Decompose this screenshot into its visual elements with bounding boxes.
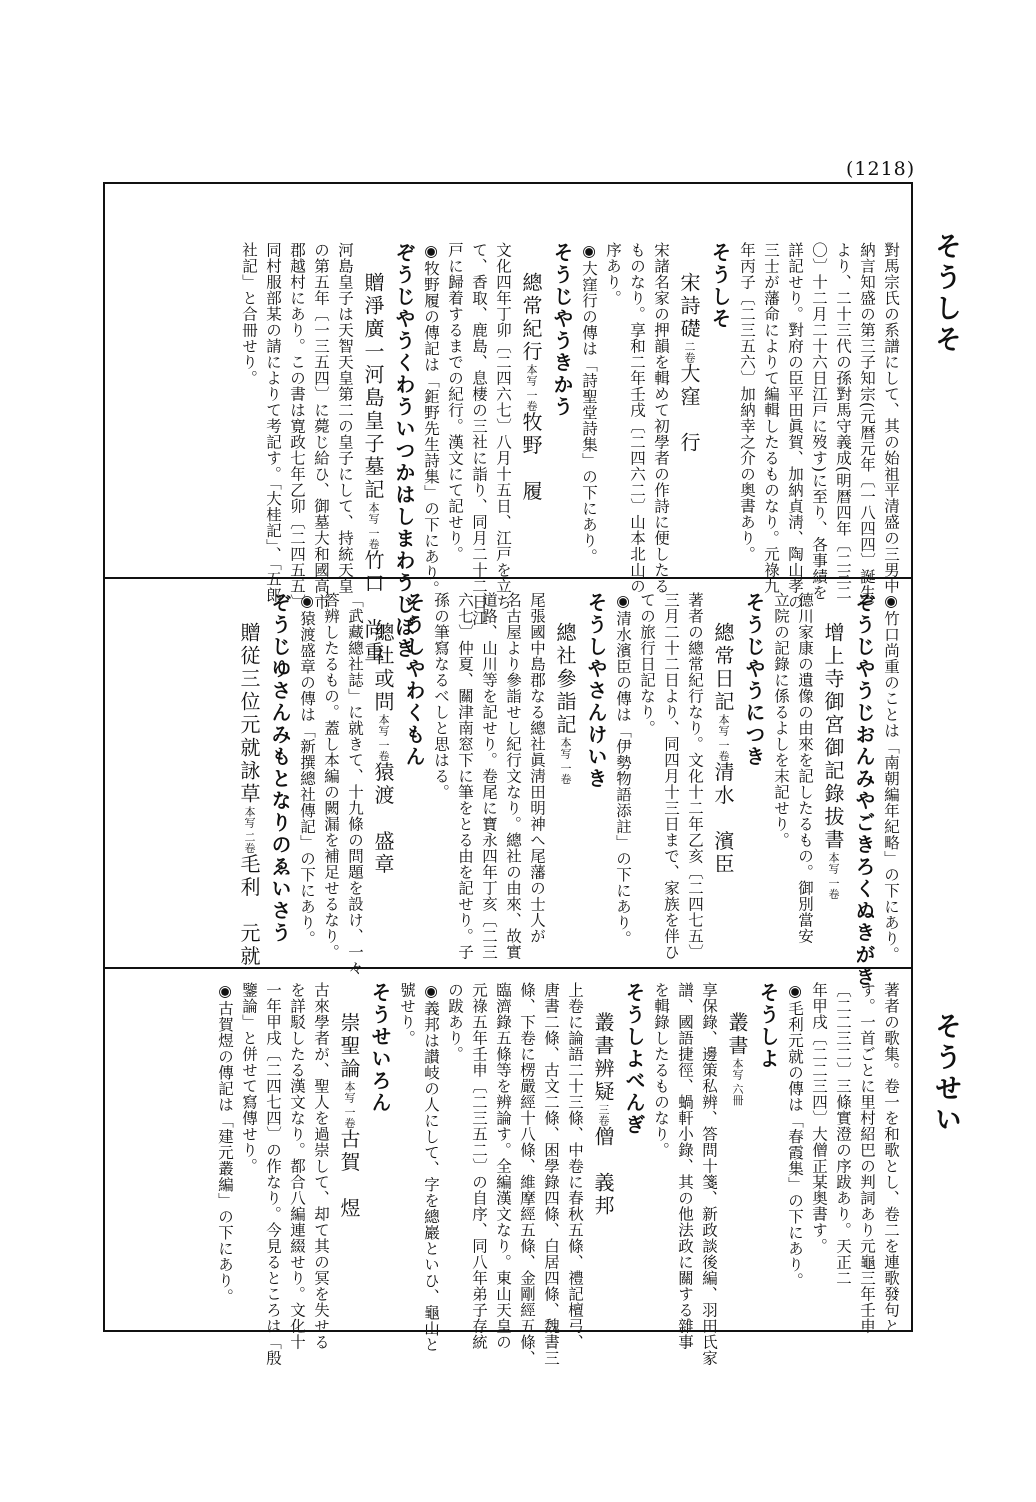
running-header-bottom: そうせい: [930, 1012, 961, 1136]
entry-title: 總社或問: [371, 622, 395, 714]
entry-title: 叢書: [725, 1012, 749, 1058]
entry-title: 增上寺御宮御記錄拔書: [821, 622, 845, 852]
body-text-line: 六七〕仲夏、關津南窓下に筆をとる由を記せり。子: [456, 592, 474, 960]
entry-author: 大窪 行: [677, 363, 701, 455]
entry-title: 總社參詣記: [553, 622, 577, 737]
body-text-line: 享保錄、邊策私辨、答問十箋、新政談後編、羽田氏家: [700, 982, 718, 1366]
entry-reading: ぞうじやうくわういつかはしまわうじぼき: [392, 242, 416, 660]
body-text-line: 〔二二三二〕三條實澄の序跋あり。天正二: [834, 982, 852, 1286]
body-text-line: 年甲戌〔二二三四〕大僧正某奥書す。: [810, 982, 828, 1254]
entry-volume: 本写 一卷: [525, 364, 538, 412]
entry-title: 總常紀行: [519, 272, 543, 364]
entry-title-line: [817, 592, 849, 954]
entry-reading: そうしよ: [756, 982, 780, 1070]
body-text-line: て、香取、鹿島、息棲の三社に詣り、同月二十二日江: [470, 242, 488, 626]
cross-reference-line: ◉竹口尚重のことは「南朝編年紀略」の下にあり。: [882, 592, 900, 963]
entry-reading: そうしやわくもん: [402, 592, 426, 768]
tier-divider: [105, 967, 911, 969]
entry-author: 僧 義邦: [591, 1126, 615, 1218]
body-text-line: より、二十三代の孫對馬守義成(明暦四年〔二三二: [834, 242, 852, 601]
body-text-line: 元祿五年壬申〔二三五二〕の自序、同八年弟子存統: [470, 982, 488, 1350]
entry-title: 總常日記: [711, 622, 735, 714]
tier-middle: [115, 592, 903, 988]
body-text-line: 序あり。: [604, 242, 622, 306]
entry-volume: 本写 一卷: [367, 502, 380, 550]
entry-title-line: [707, 592, 739, 954]
entry-author: 竹口 尚重: [361, 549, 385, 665]
entry-author: 清水 濱臣: [711, 761, 735, 877]
body-text-line: ものなり。享和二年壬戌〔二四六二〕山本北山の: [628, 242, 646, 594]
body-text-line: 詳記せり。對府の臣平田眞賀、加納貞淸、陶山孝の: [786, 242, 804, 610]
entry-reading: そうしやさんけいき: [584, 592, 608, 790]
entry-title-line: [333, 982, 365, 1322]
body-text-line: 名古屋より參詣せし紀行文なり。總社の由來、故實: [504, 592, 522, 960]
body-text-line: を輯錄したるものなり。: [652, 982, 670, 1158]
entry-author: 牧野 履: [519, 411, 543, 504]
entry-title: 叢書辨疑: [591, 1012, 615, 1104]
body-text-line: 三士が藩命によりて編輯したるものなり。元祿九: [762, 242, 780, 594]
body-text-line: 〇〕十二月二十六日江戸に歿す)に至り、各事績を: [810, 242, 828, 601]
body-text-line: 上卷に論語二十三條、中卷に春秋五條、禮記檀弓、: [566, 982, 584, 1350]
body-text-line: 納言知盛の第三子知宗(元暦元年〔一八四四〕誕生): [858, 242, 876, 608]
entry-volume: 本写 一卷: [377, 714, 390, 762]
entry-title: 崇聖論: [337, 1012, 361, 1081]
body-text-line: の第五年〔一三五四〕に薨じ給ひ、御墓大和國高市: [312, 242, 330, 610]
body-text-line: を詳駁したる漢文なり。都合八編連綴せり。文化十: [288, 982, 306, 1350]
body-text-line: 臨濟錄五條等を辨論す。全編漢文なり。東山天皇の: [494, 982, 512, 1350]
body-text-line: 條、下卷に楞嚴經十八條、維摩經五條、金剛經五條、: [518, 982, 536, 1366]
entry-title-line: [587, 982, 619, 1322]
body-text-line: 答辨したるもの。蓋し本編の闕漏を補足せるなり。: [322, 592, 340, 960]
body-text-line: 同村服部某の請によりて考記す。「大桂記」、「五郎: [264, 242, 282, 603]
body-text-line: 譜、國語捷徑、蝸軒小錄、其の他法政に關する雜事: [676, 982, 694, 1350]
tier-bottom: [115, 982, 903, 1366]
body-text-line: 尾張國中島郡なる總社眞淸田明神へ尾藩の士人が: [528, 592, 546, 944]
body-text-line: 古來學者が、聖人を過崇して、却て其の冥を失せる: [312, 982, 330, 1350]
body-text-line: 「武藏總社誌」に就きて、十九條の問題を設け、一々: [346, 592, 364, 976]
running-header-top: そうしそ: [930, 232, 961, 356]
body-text-line: 年丙子〔二三五六〕加納幸之介の奥書あり。: [738, 242, 756, 562]
entry-reading: ぞうじゆさんみもとなりのゑいさう: [268, 592, 292, 944]
entry-volume: 二卷: [683, 341, 696, 363]
body-text-line: 戸に歸着するまでの紀行。漢文にて記せり。: [446, 242, 464, 562]
cross-reference-line: ◉大窪行の傳は「詩聖堂詩集」の下にあり。: [580, 242, 598, 565]
entry-reading: そうしそ: [708, 242, 732, 330]
entry-title-line: [515, 242, 547, 562]
entry-reading: ぞうじやうじおんみやごきろくぬきがき: [852, 592, 876, 988]
cross-reference-line: ◉古賀煜の傳記は「建元叢編」の下にあり。: [216, 982, 234, 1305]
body-text-line: 號せり。: [398, 982, 416, 1046]
entry-title: 贈従三位元就詠草: [237, 622, 261, 806]
body-text-line: 孫の筆寫なるべしと思はる。: [432, 592, 450, 800]
cross-reference-line: ◉牧野履の傳記は「鉅野先生詩集」の下にあり。: [422, 242, 440, 597]
cross-reference-line: ◉清水濱臣の傳は「伊勢物語添註」の下にあり。: [614, 592, 632, 947]
entry-reading: そうじやうにつき: [742, 592, 766, 768]
entry-title: 贈淨廣一河島皇子墓記: [361, 272, 385, 502]
entry-title-line: [673, 242, 705, 562]
body-text-line: 德川家康の遺像の由來を記したるもの。御別當安: [796, 592, 814, 944]
body-text-line: の跋あり。: [446, 982, 464, 1062]
entry-title-line: [549, 592, 581, 954]
body-text-line: ての旅行日記なり。: [638, 592, 656, 736]
entry-title-line: [233, 592, 265, 969]
body-text-line: 文化四年丁卯〔二四六七〕八月十五日、江戸を立ち: [494, 242, 512, 610]
body-text-line: 著者の總常紀行なり。文化十二年乙亥〔二四七五〕: [686, 592, 704, 960]
cross-reference-line: ◉義邦は讃岐の人にして、字を總巖といひ、龜山と: [422, 982, 440, 1353]
body-text-line: 宋諸名家の押韻を輯めて初學者の作詩に便したる: [652, 242, 670, 594]
entry-author: 古賀 煜: [337, 1128, 361, 1221]
cross-reference-line: ◉猿渡盛章の傳は「新撰總社傳記」の下にあり。: [298, 592, 316, 947]
body-text-line: 唐書二條、古文二條、困學錄四條、白居四條、魏書三: [542, 982, 560, 1366]
body-text-line: 河島皇子は天智天皇第二の皇子にして、持統天皇: [336, 242, 354, 594]
body-text-line: 鑒論」と併せて寫傳せり。: [240, 982, 258, 1174]
body-text-line: 一年甲戌〔二四七四〕の作なり。今見るところは「殷: [264, 982, 282, 1366]
entry-title-line: [357, 242, 389, 665]
entry-title-line: [721, 982, 753, 1322]
entry-volume: 本写 一卷: [717, 714, 730, 762]
entry-reading: そうしよべんぎ: [622, 982, 646, 1136]
body-text-line: す。一首ごとに里村紹巴の判詞あり元龜三年壬申: [858, 982, 876, 1334]
entry-volume: 本写 二卷: [243, 806, 256, 854]
cross-reference-line: ◉毛利元就の傳は「春霞集」の下にあり。: [786, 982, 804, 1289]
entry-volume: 本写 六冊: [731, 1058, 744, 1106]
entry-title: 宋詩礎: [677, 272, 701, 341]
body-text-line: 社記」と合冊せり。: [240, 242, 258, 386]
page-frame: [103, 182, 913, 1366]
entry-reading: そうせいろん: [368, 982, 392, 1114]
body-text-line: 道路、山川等を記せり。卷尾に寶永四年丁亥〔二三: [480, 592, 498, 960]
entry-volume: 三卷: [597, 1104, 610, 1126]
entry-volume: 本写 一卷: [343, 1081, 356, 1129]
body-text-line: 對馬宗氏の系譜にして、其の始祖平清盛の三男中: [882, 242, 900, 594]
entry-volume: 本写 一卷: [559, 737, 572, 785]
body-text-line: 郡越村にあり。この書は寛政七年乙卯〔二四五五〕: [288, 242, 306, 610]
entry-title-line: [367, 592, 399, 954]
entry-author: 毛利 元就: [237, 853, 261, 969]
page-number: (1218): [846, 158, 916, 180]
entry-volume: 本写 一卷: [827, 852, 840, 900]
body-text-line: 三月二十二日より、同四月十三日まで、家族を伴ひ: [662, 592, 680, 960]
entry-author: 猿渡 盛章: [371, 761, 395, 877]
entry-reading: そうじやうきかう: [550, 242, 574, 418]
body-text-line: 立院の記錄に係るよしを末記せり。: [772, 592, 790, 848]
body-text-line: 著者の歌集。卷一を和歌とし、卷二を連歌發句と: [882, 982, 900, 1334]
